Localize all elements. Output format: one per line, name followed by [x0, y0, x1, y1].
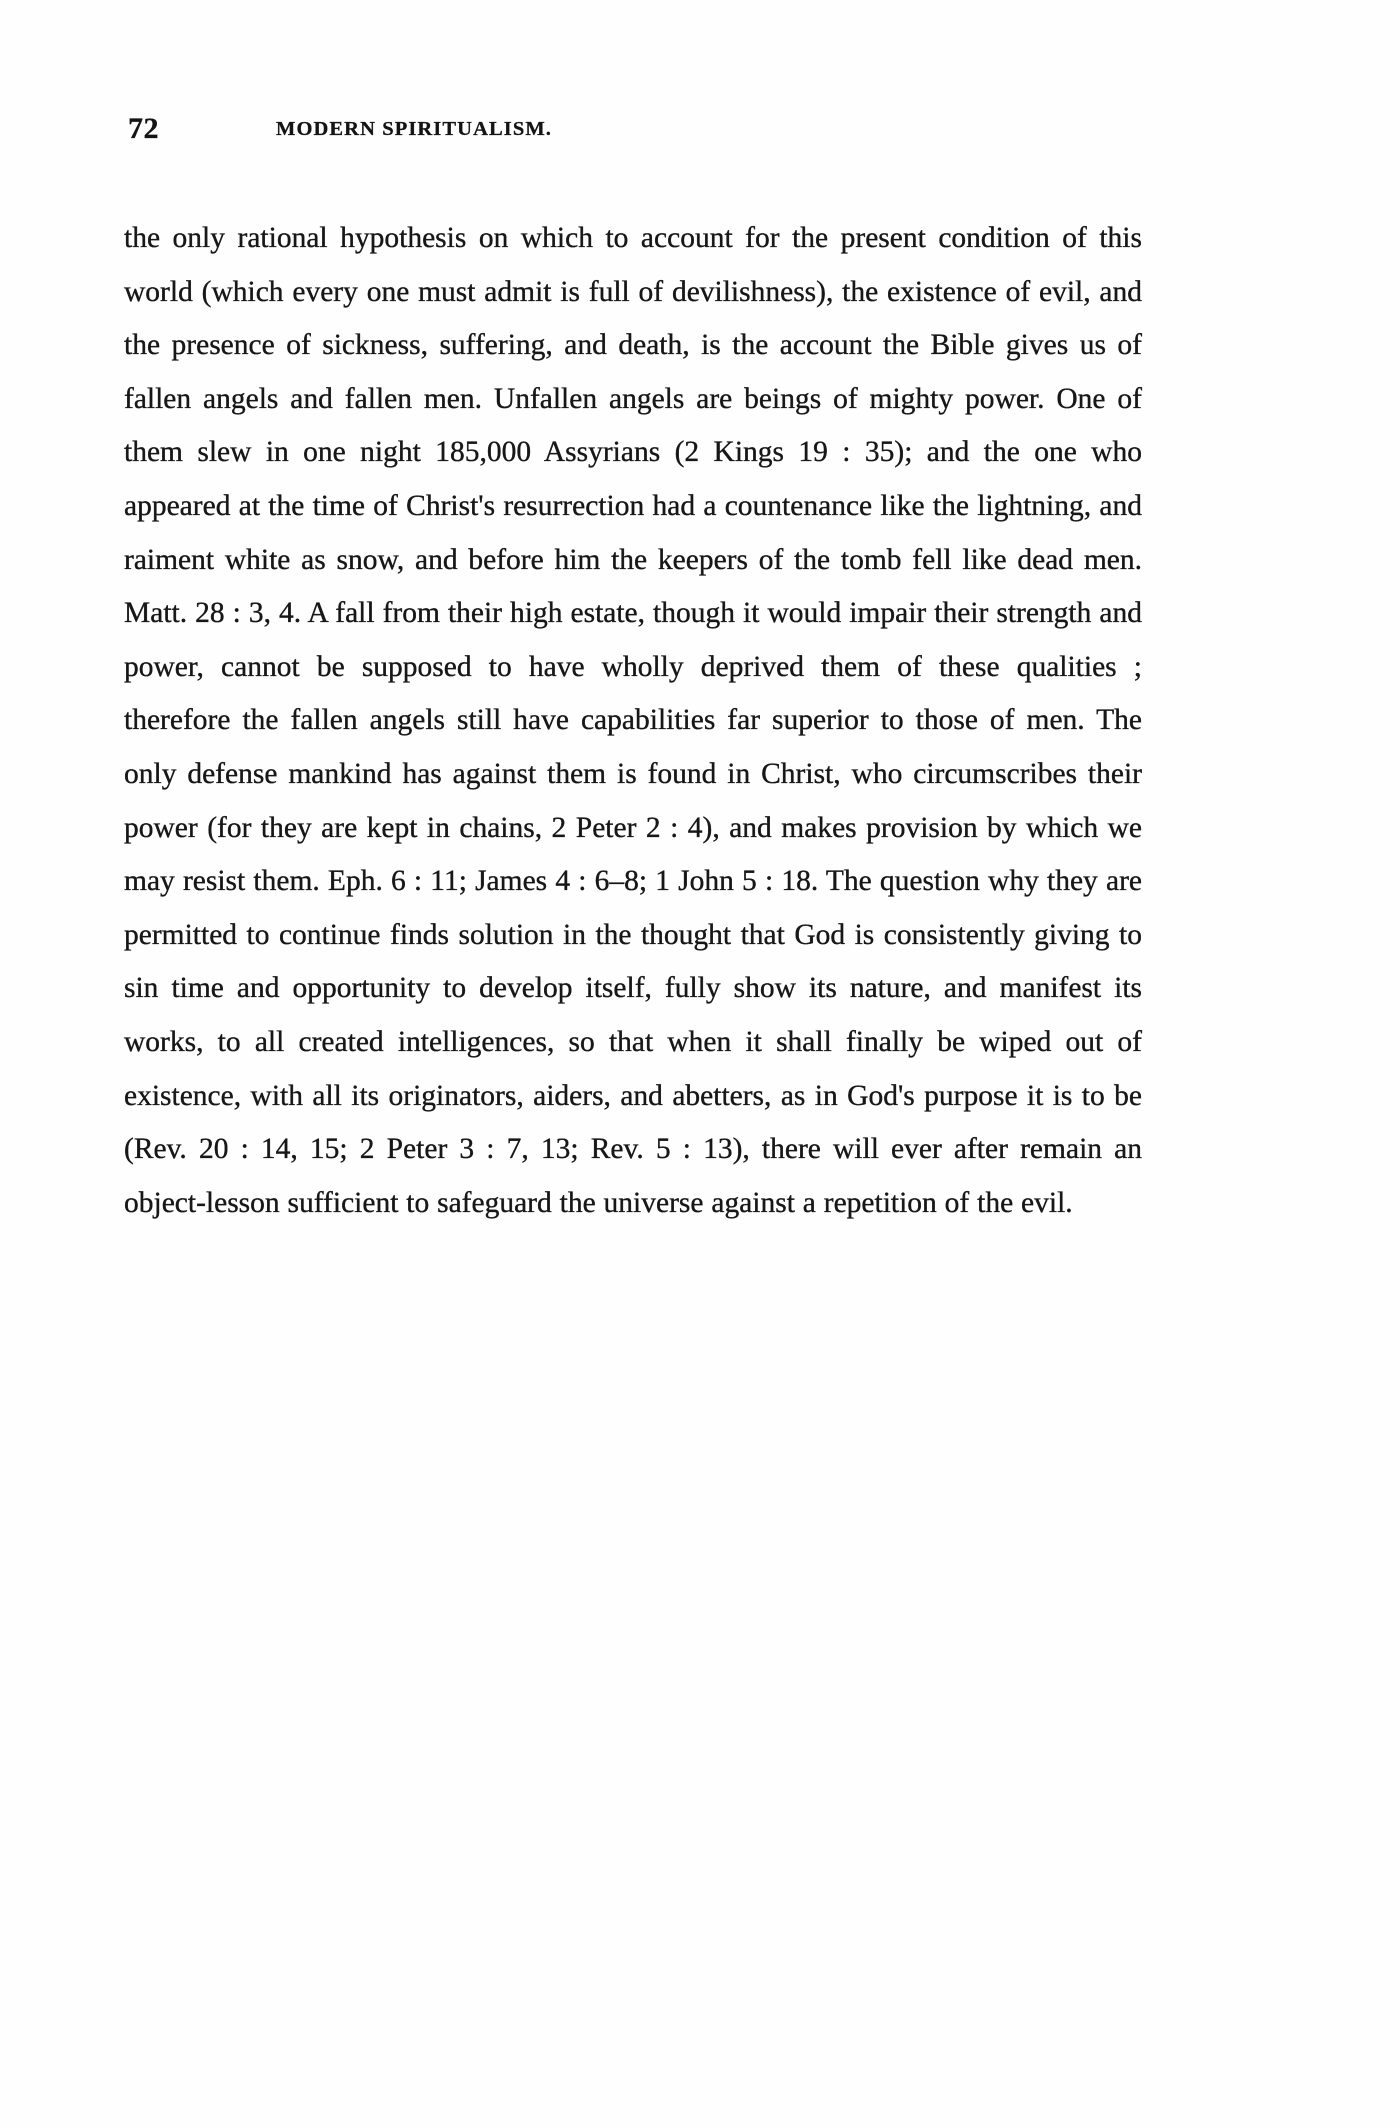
- body-paragraph: the only rational hypothesis on which to account for the present condition of this world (which every one must admit is full of devilishness), the existence of evil, and the presence of sickness, suffering, and death, is the account the Bible gives us of fallen angels and fallen men. Unfallen angels are beings of mighty power. One of them slew in one night 185,000 Assyrians (2 Kings 19 : 35); and the one who appeared at the time of Christ's resurrection had a countenance like the lightning, and raiment white as snow, and before him the keepers of the tomb fell like dead men. Matt. 28 : 3, 4. A fall from their high estate, though it would impair their strength and power, cannot be supposed to have wholly deprived them of these qualities ; therefore the fallen angels still have capabilities far superior to those of men. The only defense mankind has against them is found in Christ, who circumscribes their power (for they are kept in chains, 2 Peter 2 : 4), and makes provision by which we may resist them. Eph. 6 : 11; James 4 : 6–8; 1 John 5 : 18. The question why they are permitted to continue finds solution in the thought that God is consistently giving to sin time and opportunity to develop itself, fully show its nature, and manifest its works, to all created intelligences, so that when it shall finally be wiped out of existence, with all its originators, aiders, and abetters, as in God's purpose it is to be (Rev. 20 : 14, 15; 2 Peter 3 : 7, 13; Rev. 5 : 13), there will ever after remain an object-lesson sufficient to safeguard the universe against a repetition of the evil.: [124, 222, 1142, 1219]
- running-head-title: MODERN SPIRITUALISM.: [276, 118, 552, 140]
- page-header: [128, 112, 1148, 152]
- page-body: [124, 212, 1142, 1230]
- page-number: 72: [128, 112, 159, 145]
